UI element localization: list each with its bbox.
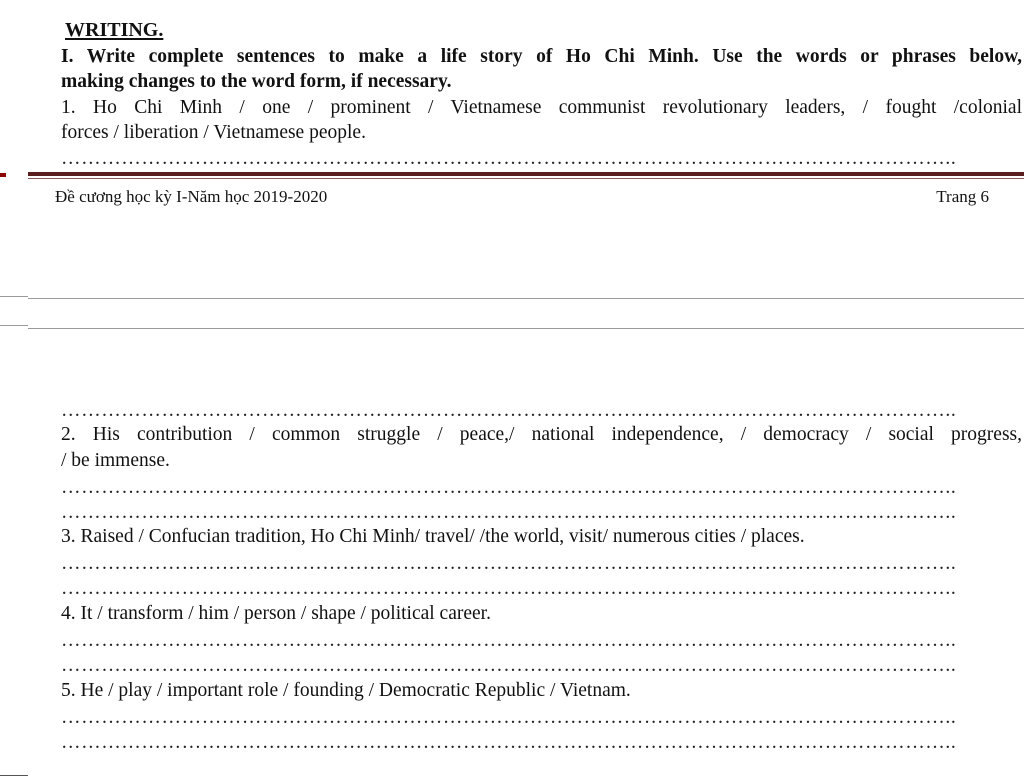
- answer-line-2b: ……………………………………………………………………………………………………………………..: [61, 502, 957, 523]
- answer-line-2a: ……………………………………………………………………………………………………………………..: [61, 477, 957, 498]
- page-separator-thin: [28, 178, 1024, 179]
- question-3: 3. Raised / Confucian tradition, Ho Chi Minh/ travel/ /the world, visit/ numerous cities / places.: [61, 526, 805, 547]
- answer-line-3b: ……………………………………………………………………………………………………………………..: [61, 578, 957, 599]
- answer-line-3a: ……………………………………………………………………………………………………………………..: [61, 553, 957, 574]
- instruction-line-2: making changes to the word form, if necessary.: [61, 71, 452, 92]
- answer-line-5a: ……………………………………………………………………………………………………………………..: [61, 707, 957, 728]
- page-separator-mark: [0, 173, 6, 177]
- answer-line-4a: ……………………………………………………………………………………………………………………..: [61, 630, 957, 651]
- page-edge-top-long: [28, 328, 1024, 329]
- answer-line-4b: ……………………………………………………………………………………………………………………..: [61, 655, 957, 676]
- section-heading: WRITING.: [65, 19, 164, 41]
- footer-page-number: Trang 6: [936, 187, 989, 206]
- page-edge-bottom: [0, 296, 28, 297]
- answer-line-5b: ……………………………………………………………………………………………………………………..: [61, 732, 957, 753]
- page-edge-bottom-long: [28, 298, 1024, 299]
- page-edge-top: [0, 325, 28, 326]
- question-1-line-1: 1. Ho Chi Minh / one / prominent / Vietnamese communist revolutionary leaders, / fought /colonial: [61, 97, 1022, 118]
- footer-title: Đề cương học kỳ I-Năm học 2019-2020: [55, 187, 328, 206]
- question-5: 5. He / play / important role / founding / Democratic Republic / Vietnam.: [61, 680, 631, 701]
- page-corner-mark: [0, 775, 28, 776]
- answer-line-1a: ……………………………………………………………………………………………………………………..: [61, 148, 957, 169]
- instruction-line-1: I. Write complete sentences to make a life story of Ho Chi Minh. Use the words or phrases below,: [61, 46, 1022, 67]
- question-4: 4. It / transform / him / person / shape / political career.: [61, 603, 491, 624]
- question-2-line-1: 2. His contribution / common struggle / peace,/ national independence, / democracy / social progress,: [61, 424, 1022, 445]
- question-1-line-2: forces / liberation / Vietnamese people.: [61, 122, 366, 143]
- page-separator: [28, 172, 1024, 176]
- question-2-line-2: / be immense.: [61, 450, 170, 471]
- answer-line-1b: ……………………………………………………………………………………………………………………..: [61, 400, 957, 421]
